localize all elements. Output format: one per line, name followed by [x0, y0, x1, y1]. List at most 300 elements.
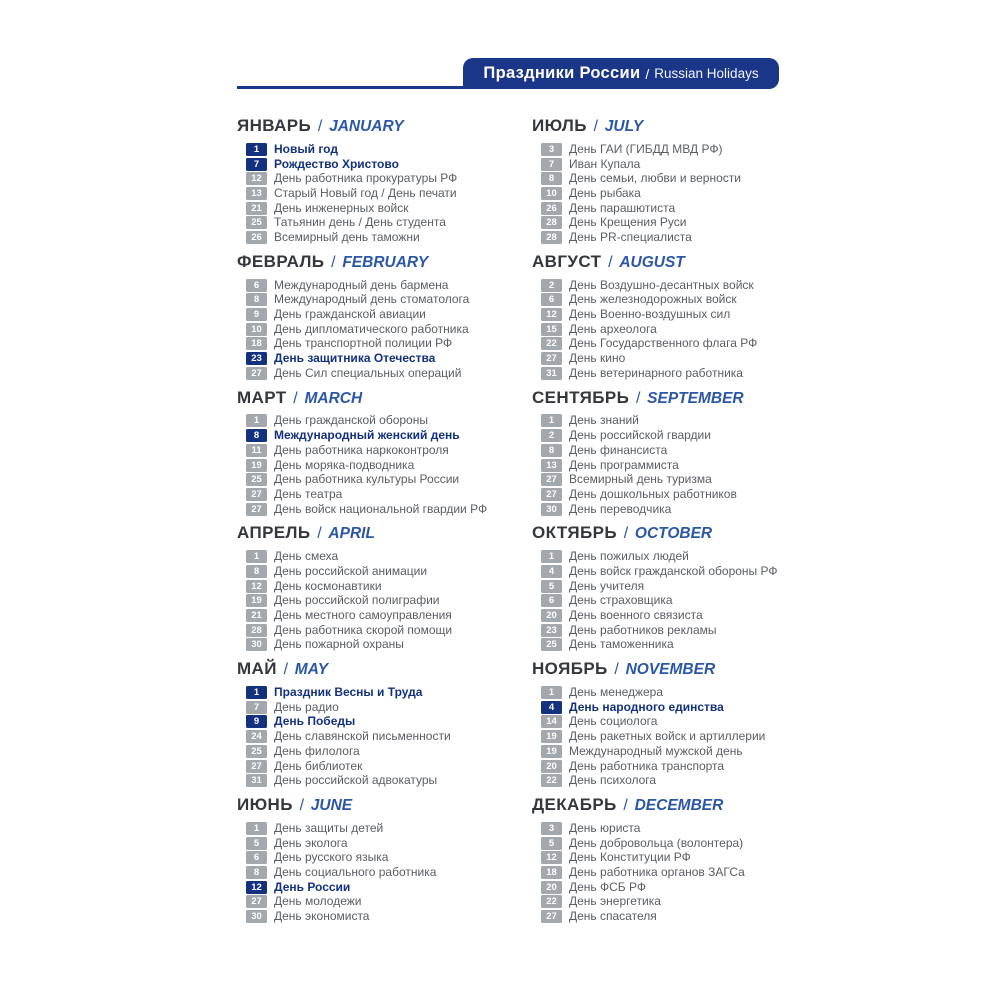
- holiday-row: [541, 700, 800, 715]
- holiday-title: День войск национальной гвардии РФ: [274, 501, 488, 516]
- holiday-row: [246, 414, 499, 429]
- day-badge: 25: [246, 473, 267, 486]
- holiday-row: [541, 773, 800, 788]
- holiday-row: [541, 186, 800, 201]
- month-name-russian: ИЮЛЬ: [532, 116, 587, 135]
- month-header: [532, 389, 800, 407]
- day-badge: 14: [541, 715, 562, 728]
- month-header: [532, 117, 800, 135]
- month-header: [237, 253, 499, 271]
- month-header: [532, 524, 800, 542]
- holiday-title: День железнодорожных войск: [569, 292, 737, 307]
- holiday-row: [246, 472, 499, 487]
- holiday-row: [541, 759, 800, 774]
- holiday-row: [541, 215, 800, 230]
- holiday-row: [541, 865, 800, 880]
- month-name-english: SEPTEMBER: [647, 389, 744, 407]
- day-badge: 28: [541, 216, 562, 229]
- holiday-title: День археолога: [569, 321, 657, 336]
- day-badge: 13: [246, 187, 267, 200]
- holiday-title: День театра: [274, 486, 343, 501]
- day-badge: 2: [541, 279, 562, 292]
- holiday-title: День защиты детей: [274, 820, 384, 835]
- holiday-title: День переводчика: [569, 501, 672, 516]
- holiday-title: День Сил специальных операций: [274, 365, 462, 380]
- holiday-list: [532, 549, 800, 652]
- day-badge: 27: [541, 488, 562, 501]
- holiday-row: [541, 443, 800, 458]
- day-badge: 1: [246, 550, 267, 563]
- holiday-row: [246, 458, 499, 473]
- holiday-title: День Крещения Руси: [569, 215, 687, 230]
- month-section: [237, 117, 499, 245]
- holiday-row: [246, 215, 499, 230]
- day-badge: 22: [541, 895, 562, 908]
- holiday-row: [246, 366, 499, 381]
- day-badge: 27: [541, 473, 562, 486]
- months-column-right: [532, 117, 800, 932]
- holiday-row: [541, 685, 800, 700]
- day-badge: 30: [246, 910, 267, 923]
- day-badge: 5: [541, 837, 562, 850]
- holiday-row: [541, 157, 800, 172]
- holiday-list: [237, 142, 499, 245]
- holiday-title: День российской полиграфии: [274, 593, 440, 608]
- day-badge: 31: [246, 774, 267, 787]
- month-section: [237, 389, 499, 517]
- month-name-russian: СЕНТЯБРЬ: [532, 387, 630, 407]
- day-badge: 15: [541, 323, 562, 336]
- holiday-title: День космонавтики: [274, 578, 382, 593]
- holiday-title: День Военно-воздушных сил: [569, 307, 731, 322]
- page-title-separator: /: [645, 65, 650, 82]
- holiday-row: [246, 700, 499, 715]
- holiday-title: День гражданской обороны: [274, 413, 428, 428]
- day-badge: 7: [541, 158, 562, 171]
- holiday-title: День российской адвокатуры: [274, 773, 438, 788]
- day-badge: 31: [541, 367, 562, 380]
- month-name-separator: /: [317, 525, 322, 543]
- holiday-title: День работника прокуратуры РФ: [274, 171, 458, 186]
- holiday-row: [541, 715, 800, 730]
- holiday-row: [246, 142, 499, 157]
- holiday-title: День народного единства: [569, 699, 724, 714]
- holiday-title: День экономиста: [274, 909, 370, 924]
- holiday-title: Татьянин день / День студента: [274, 215, 446, 230]
- month-name-separator: /: [623, 797, 628, 815]
- holiday-row: [541, 909, 800, 924]
- holiday-title: Праздник Весны и Труда: [274, 685, 423, 700]
- holiday-row: [246, 171, 499, 186]
- holiday-title: День войск гражданской обороны РФ: [569, 563, 778, 578]
- holiday-row: [541, 171, 800, 186]
- holiday-row: [541, 594, 800, 609]
- holiday-row: [246, 759, 499, 774]
- holiday-title: День спасателя: [569, 909, 657, 924]
- holiday-title: День рыбака: [569, 185, 641, 200]
- day-badge: 8: [246, 429, 267, 442]
- holiday-list: [532, 821, 800, 924]
- month-name-russian: НОЯБРЬ: [532, 659, 608, 679]
- holiday-row: [246, 715, 499, 730]
- holiday-title: День Победы: [274, 714, 356, 729]
- holiday-row: [541, 293, 800, 308]
- holiday-row: [541, 472, 800, 487]
- month-name-separator: /: [593, 118, 599, 135]
- day-badge: 18: [541, 866, 562, 879]
- holiday-row: [246, 850, 499, 865]
- month-section: [237, 660, 499, 788]
- months-column-left: [237, 117, 499, 932]
- holiday-title: День молодежи: [274, 894, 362, 909]
- month-name-russian: ИЮНЬ: [237, 795, 293, 815]
- month-name-english: JULY: [604, 118, 644, 135]
- holiday-title: День работника органов ЗАГСа: [569, 864, 745, 879]
- holiday-row: [246, 428, 499, 443]
- day-badge: 20: [541, 609, 562, 622]
- holiday-row: [246, 564, 499, 579]
- holiday-title: День местного самоуправления: [274, 608, 452, 623]
- month-name-english: DECEMBER: [634, 797, 724, 815]
- day-badge: 7: [246, 158, 267, 171]
- day-badge: 7: [246, 701, 267, 714]
- month-name-separator: /: [317, 118, 323, 135]
- day-badge: 4: [541, 565, 562, 578]
- holiday-row: [541, 579, 800, 594]
- day-badge: 22: [541, 774, 562, 787]
- day-badge: 19: [246, 594, 267, 607]
- day-badge: 12: [246, 172, 267, 185]
- day-badge: 27: [246, 760, 267, 773]
- holiday-title: День социального работника: [274, 864, 437, 879]
- month-header: [237, 389, 499, 407]
- holiday-row: [246, 880, 499, 895]
- holiday-title: День работника скорой помощи: [274, 622, 453, 637]
- holiday-title: День военного связиста: [569, 608, 703, 623]
- holiday-title: День славянской письменности: [274, 729, 451, 744]
- month-header: [532, 660, 800, 678]
- holiday-title: День ГАИ (ГИБДД МВД РФ): [569, 141, 723, 156]
- holiday-title: День психолога: [569, 773, 657, 788]
- holiday-row: [541, 836, 800, 851]
- day-badge: 26: [541, 202, 562, 215]
- holiday-row: [541, 142, 800, 157]
- day-badge: 9: [246, 715, 267, 728]
- holiday-row: [246, 337, 499, 352]
- month-name-separator: /: [299, 797, 305, 815]
- holiday-title: День Государственного флага РФ: [569, 336, 758, 351]
- day-badge: 13: [541, 459, 562, 472]
- day-badge: 27: [246, 367, 267, 380]
- day-badge: 8: [246, 565, 267, 578]
- holiday-title: День работника культуры России: [274, 472, 460, 487]
- month-section: [532, 660, 800, 788]
- holiday-row: [246, 307, 499, 322]
- holiday-row: [541, 608, 800, 623]
- day-badge: 12: [246, 580, 267, 593]
- holiday-row: [541, 201, 800, 216]
- holiday-list: [237, 414, 499, 517]
- month-name-separator: /: [635, 389, 641, 407]
- day-badge: 30: [246, 638, 267, 651]
- day-badge: 25: [541, 638, 562, 651]
- day-badge: 1: [246, 414, 267, 427]
- holiday-title: День Воздушно-десантных войск: [569, 277, 754, 292]
- month-name-russian: ФЕВРАЛЬ: [237, 251, 325, 271]
- holiday-row: [246, 594, 499, 609]
- holiday-title: День работника наркоконтроля: [274, 442, 449, 457]
- month-section: [532, 253, 800, 381]
- holiday-title: Иван Купала: [569, 156, 641, 171]
- holiday-title: День таможенника: [569, 637, 674, 652]
- holiday-title: День юриста: [569, 820, 641, 835]
- holiday-title: День пожарной охраны: [274, 637, 404, 652]
- day-badge: 20: [541, 760, 562, 773]
- month-name-separator: /: [283, 661, 289, 679]
- month-name-russian: ОКТЯБРЬ: [532, 523, 617, 543]
- holiday-row: [246, 549, 499, 564]
- holiday-title: Рождество Христово: [274, 156, 399, 171]
- holiday-row: [541, 502, 800, 517]
- holiday-title: День российской анимации: [274, 563, 428, 578]
- month-name-english: NOVEMBER: [625, 661, 716, 679]
- holiday-row: [541, 880, 800, 895]
- holiday-title: Международный день бармена: [274, 277, 449, 292]
- holiday-title: День энергетика: [569, 894, 661, 909]
- holiday-title: День Конституции РФ: [569, 850, 691, 865]
- holiday-row: [246, 293, 499, 308]
- holiday-row: [246, 157, 499, 172]
- holiday-title: День эколога: [274, 835, 348, 850]
- day-badge: 6: [246, 851, 267, 864]
- holiday-row: [246, 351, 499, 366]
- day-badge: 1: [541, 414, 562, 427]
- holiday-title: День смеха: [274, 549, 339, 564]
- day-badge: 27: [541, 910, 562, 923]
- holiday-row: [246, 487, 499, 502]
- holiday-row: [541, 307, 800, 322]
- month-header: [237, 660, 499, 678]
- holiday-title: День ракетных войск и артиллерии: [569, 729, 766, 744]
- holiday-row: [541, 278, 800, 293]
- day-badge: 8: [541, 444, 562, 457]
- holiday-title: День транспортной полиции РФ: [274, 336, 453, 351]
- month-header: [532, 796, 800, 814]
- holiday-row: [541, 366, 800, 381]
- holiday-title: Всемирный день таможни: [274, 229, 420, 244]
- month-section: [237, 796, 499, 924]
- day-badge: 30: [541, 503, 562, 516]
- holiday-row: [246, 895, 499, 910]
- holiday-row: [541, 322, 800, 337]
- day-badge: 6: [246, 279, 267, 292]
- day-badge: 19: [541, 745, 562, 758]
- holiday-row: [246, 729, 499, 744]
- day-badge: 20: [541, 881, 562, 894]
- day-badge: 24: [246, 730, 267, 743]
- month-header: [237, 524, 499, 542]
- holiday-title: День финансиста: [569, 442, 668, 457]
- holiday-title: День парашютиста: [569, 200, 676, 215]
- holiday-list: [237, 549, 499, 652]
- holiday-row: [246, 502, 499, 517]
- day-badge: 28: [246, 624, 267, 637]
- day-badge: 12: [541, 308, 562, 321]
- holiday-row: [541, 458, 800, 473]
- day-badge: 22: [541, 337, 562, 350]
- holiday-list: [237, 278, 499, 381]
- holiday-title: День моряка-подводника: [274, 457, 415, 472]
- month-name-separator: /: [614, 661, 619, 679]
- holiday-title: День российской гвардии: [569, 428, 711, 443]
- month-section: [237, 524, 499, 652]
- holiday-list: [532, 685, 800, 788]
- holiday-row: [246, 579, 499, 594]
- holiday-list: [237, 685, 499, 788]
- day-badge: 5: [541, 580, 562, 593]
- month-name-english: FEBRUARY: [342, 253, 429, 271]
- month-name-russian: ЯНВАРЬ: [237, 116, 312, 135]
- holiday-title: День знаний: [569, 413, 639, 428]
- day-badge: 1: [246, 686, 267, 699]
- month-name-english: AUGUST: [619, 253, 685, 271]
- holiday-title: День кино: [569, 351, 626, 366]
- day-badge: 26: [246, 231, 267, 244]
- holiday-title: Международный женский день: [274, 428, 460, 443]
- day-badge: 25: [246, 745, 267, 758]
- month-name-russian: ДЕКАБРЬ: [532, 795, 617, 815]
- holiday-title: Всемирный день туризма: [569, 472, 712, 487]
- holiday-row: [246, 201, 499, 216]
- holiday-row: [246, 685, 499, 700]
- month-name-russian: АПРЕЛЬ: [237, 523, 311, 543]
- holiday-title: День дошкольных работников: [569, 486, 737, 501]
- holiday-row: [541, 729, 800, 744]
- holiday-title: День работника транспорта: [569, 758, 725, 773]
- month-section: [532, 524, 800, 652]
- holiday-row: [246, 623, 499, 638]
- day-badge: 5: [246, 837, 267, 850]
- month-name-russian: МАРТ: [237, 387, 287, 407]
- holiday-title: День программиста: [569, 457, 679, 472]
- holiday-list: [237, 821, 499, 924]
- holiday-title: Старый Новый год / День печати: [274, 185, 457, 200]
- day-badge: 23: [541, 624, 562, 637]
- month-name-russian: АВГУСТ: [532, 251, 602, 271]
- holiday-title: День семьи, любви и верности: [569, 171, 741, 186]
- day-badge: 27: [541, 352, 562, 365]
- holiday-row: [246, 638, 499, 653]
- day-badge: 3: [541, 143, 562, 156]
- holiday-title: Новый год: [274, 141, 338, 156]
- month-section: [237, 253, 499, 381]
- holiday-row: [246, 322, 499, 337]
- holiday-row: [541, 821, 800, 836]
- header-underline: [237, 86, 471, 89]
- day-badge: 27: [246, 895, 267, 908]
- holiday-title: День инженерных войск: [274, 200, 409, 215]
- month-header: [237, 117, 499, 135]
- month-name-separator: /: [331, 253, 336, 271]
- holiday-row: [541, 428, 800, 443]
- holiday-title: День филолога: [274, 743, 360, 758]
- holiday-title: День ветеринарного работника: [569, 365, 743, 380]
- day-badge: 11: [246, 444, 267, 457]
- holiday-row: [541, 564, 800, 579]
- holiday-title: Международный мужской день: [569, 743, 743, 758]
- holiday-title: День учителя: [569, 578, 645, 593]
- holiday-title: Международный день стоматолога: [274, 292, 470, 307]
- month-section: [532, 117, 800, 245]
- holiday-title: День страховщика: [569, 593, 673, 608]
- month-section: [532, 389, 800, 517]
- holiday-row: [541, 414, 800, 429]
- holiday-row: [246, 186, 499, 201]
- day-badge: 1: [246, 822, 267, 835]
- holiday-row: [541, 487, 800, 502]
- holiday-title: День пожилых людей: [569, 549, 689, 564]
- month-name-separator: /: [623, 525, 629, 543]
- day-badge: 19: [541, 730, 562, 743]
- holiday-row: [246, 821, 499, 836]
- page-title-english: Russian Holidays: [654, 66, 759, 81]
- day-badge: 2: [541, 429, 562, 442]
- day-badge: 12: [246, 881, 267, 894]
- month-name-russian: МАЙ: [237, 659, 277, 679]
- month-name-english: MARCH: [304, 389, 363, 407]
- holiday-row: [246, 278, 499, 293]
- month-section: [532, 796, 800, 924]
- holiday-row: [541, 638, 800, 653]
- holiday-row: [541, 230, 800, 245]
- holiday-row: [541, 895, 800, 910]
- day-badge: 1: [541, 686, 562, 699]
- holiday-title: День PR-специалиста: [569, 229, 692, 244]
- holiday-list: [532, 414, 800, 517]
- holiday-title: День дипломатического работника: [274, 321, 469, 336]
- day-badge: 10: [541, 187, 562, 200]
- day-badge: 3: [541, 822, 562, 835]
- day-badge: 27: [246, 503, 267, 516]
- holiday-row: [246, 744, 499, 759]
- holiday-title: День радио: [274, 699, 339, 714]
- holiday-title: День русского языка: [274, 850, 389, 865]
- holiday-list: [532, 278, 800, 381]
- day-badge: 8: [246, 866, 267, 879]
- holiday-title: День защитника Отечества: [274, 351, 436, 366]
- month-name-english: JUNE: [310, 797, 353, 815]
- holiday-row: [541, 549, 800, 564]
- day-badge: 12: [541, 851, 562, 864]
- holiday-title: День России: [274, 879, 351, 894]
- day-badge: 28: [541, 231, 562, 244]
- holiday-title: День библиотек: [274, 758, 363, 773]
- holiday-row: [246, 836, 499, 851]
- day-badge: 25: [246, 216, 267, 229]
- day-badge: 18: [246, 337, 267, 350]
- holiday-title: День менеджера: [569, 685, 664, 700]
- month-name-english: OCTOBER: [634, 525, 713, 543]
- day-badge: 6: [541, 293, 562, 306]
- day-badge: 6: [541, 594, 562, 607]
- month-header: [532, 253, 800, 271]
- holiday-title: День работников рекламы: [569, 622, 717, 637]
- holiday-row: [541, 351, 800, 366]
- month-name-separator: /: [608, 253, 613, 271]
- holiday-row: [541, 337, 800, 352]
- day-badge: 8: [246, 293, 267, 306]
- day-badge: 27: [246, 488, 267, 501]
